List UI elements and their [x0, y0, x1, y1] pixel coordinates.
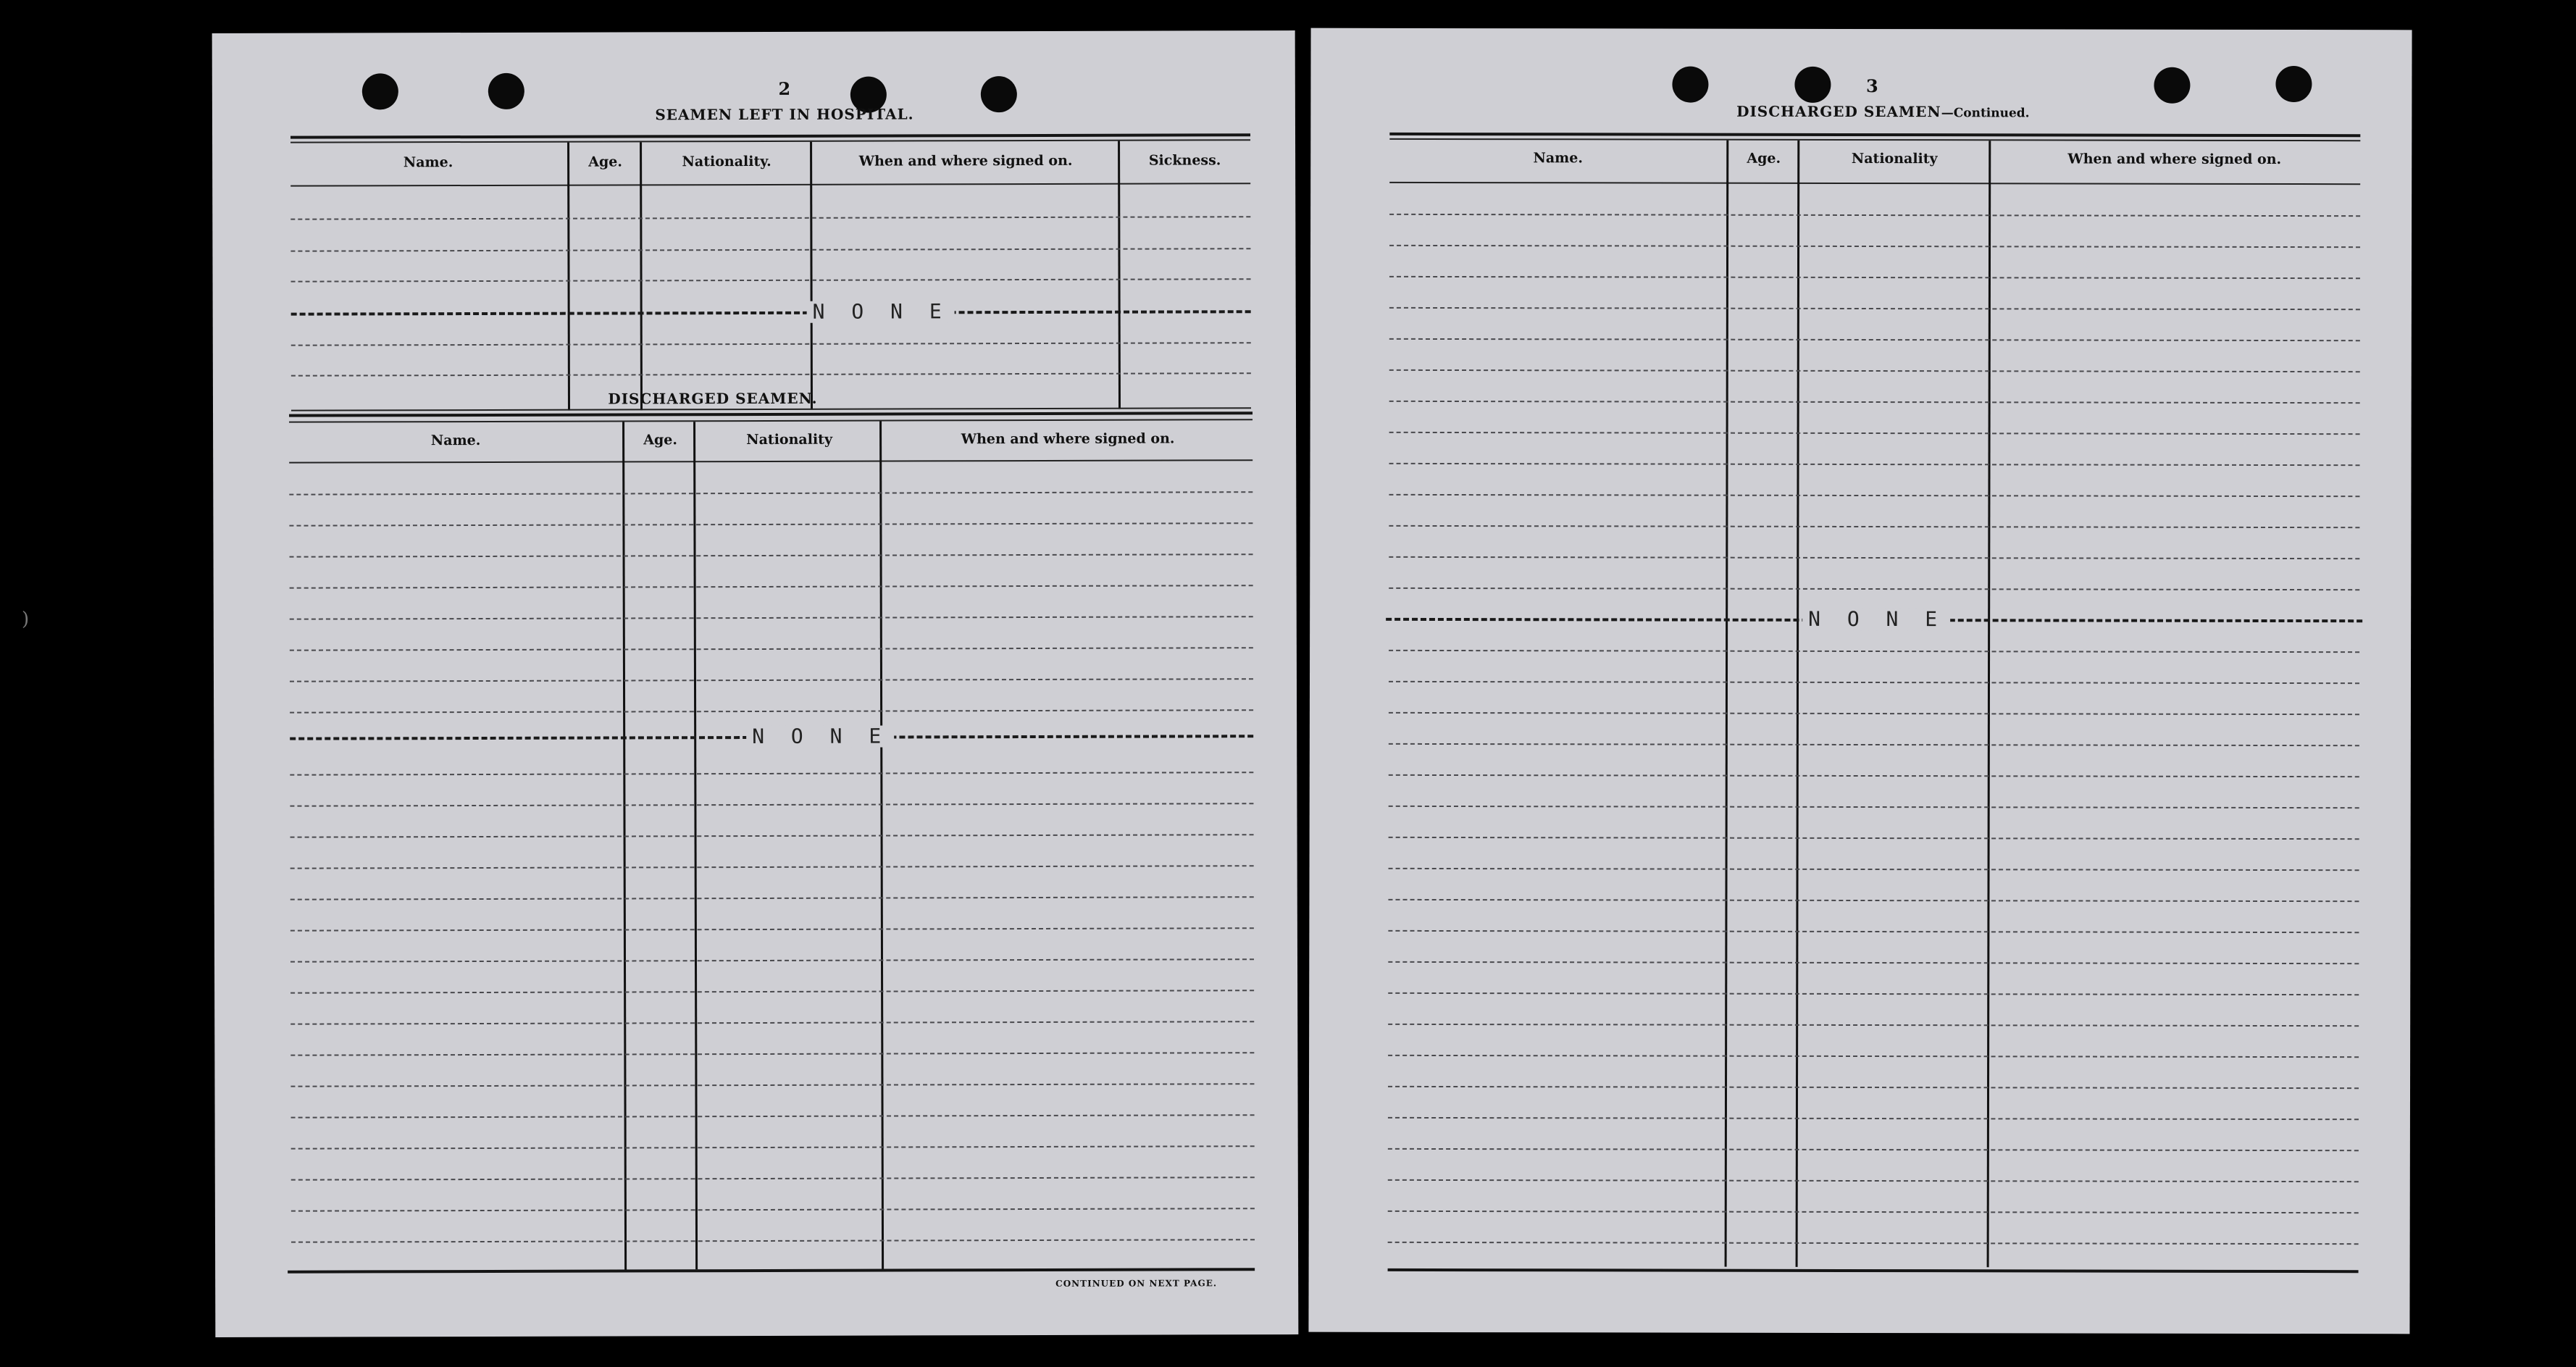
page-number: 3 — [1866, 75, 1878, 97]
continued-note: CONTINUED ON NEXT PAGE. — [1055, 1278, 1218, 1289]
col-signed-on: When and where signed on. — [2067, 151, 2282, 168]
entry-line — [1389, 494, 2359, 497]
discharged-col-name: Name. — [430, 432, 481, 449]
entry-line — [1389, 712, 2359, 715]
col-age: Age. — [1747, 150, 1781, 167]
discharged-col-age: Age. — [643, 432, 678, 448]
discharged-header-rule — [289, 459, 1253, 463]
table-bottom-rule — [1388, 1268, 2359, 1273]
entry-line — [1388, 1179, 2359, 1182]
column-divider — [1725, 141, 1729, 1267]
entry-line — [1389, 276, 2360, 279]
entry-line — [1388, 899, 2359, 902]
entry-line — [1389, 837, 2359, 840]
entry-line — [1388, 930, 2359, 933]
entry-line — [290, 647, 1253, 651]
edge-mark: ) — [22, 609, 30, 630]
column-divider — [879, 422, 884, 1269]
entry-line — [1389, 774, 2359, 777]
column-divider — [567, 143, 570, 411]
discharged-col-nationality: Nationality — [746, 431, 833, 448]
hospital-table-top-rule — [290, 133, 1250, 138]
entry-line — [289, 491, 1253, 495]
entry-line — [290, 585, 1253, 588]
page-number: 2 — [778, 78, 791, 99]
entry-line — [1389, 806, 2359, 808]
discharged-continued-title: DISCHARGED SEAMEN—Continued. — [1736, 102, 2030, 121]
right-page — [1308, 28, 2412, 1334]
header-rule — [1389, 182, 2360, 185]
punch-hole — [2154, 67, 2190, 104]
col-nationality: Nationality — [1851, 150, 1938, 167]
entry-line — [1388, 961, 2359, 964]
entry-line — [1388, 1148, 2359, 1151]
entry-line — [291, 342, 1251, 346]
column-divider — [622, 422, 627, 1269]
entry-line — [290, 678, 1253, 682]
punch-hole — [1672, 67, 1708, 103]
entry-line — [1389, 525, 2359, 528]
entry-line — [1389, 245, 2360, 248]
entry-line — [290, 896, 1254, 900]
entry-line — [1389, 432, 2360, 435]
entry-line — [290, 1083, 1254, 1087]
entry-line — [290, 248, 1250, 251]
entry-line — [291, 372, 1251, 376]
column-divider — [693, 422, 698, 1269]
hospital-section-title: SEAMEN LEFT IN HOSPITAL. — [655, 105, 914, 124]
entry-line — [1389, 650, 2359, 653]
entry-line — [1389, 463, 2360, 466]
entry-line — [289, 522, 1253, 526]
entry-line — [290, 216, 1250, 220]
entry-line — [1389, 369, 2360, 372]
entry-line — [1389, 588, 2359, 590]
entry-line — [291, 1145, 1255, 1149]
entry-line — [291, 1114, 1255, 1118]
entry-line — [290, 990, 1254, 993]
entry-line — [291, 1176, 1255, 1180]
entry-line — [290, 1021, 1254, 1024]
punch-hole — [362, 73, 398, 109]
discharged-none-entry: N O N E — [290, 724, 1253, 748]
entry-line — [290, 709, 1253, 713]
entry-lines — [1311, 28, 2412, 30]
entry-line — [290, 958, 1254, 962]
discharged-col-signed-on: When and where signed on. — [961, 430, 1175, 448]
entry-line — [1389, 868, 2359, 871]
entry-line — [291, 1208, 1255, 1211]
entry-line — [291, 1239, 1255, 1242]
entry-line — [290, 803, 1253, 806]
entry-line — [1389, 401, 2360, 404]
entry-line — [290, 1052, 1254, 1055]
hospital-col-nationality: Nationality. — [682, 153, 771, 170]
entry-line — [1389, 556, 2359, 559]
entry-line — [1388, 1211, 2359, 1213]
discharged-section-title: DISCHARGED SEAMEN. — [608, 389, 818, 408]
entry-line — [290, 865, 1254, 869]
hospital-none-entry: N O N E — [291, 300, 1251, 324]
punch-hole — [2275, 66, 2312, 102]
entry-line — [1389, 743, 2359, 746]
entry-line — [1388, 1024, 2359, 1027]
entry-line — [290, 927, 1254, 931]
entry-line — [290, 553, 1253, 557]
hospital-col-signed-on: When and where signed on. — [858, 152, 1073, 170]
hospital-header-rule — [290, 183, 1250, 186]
column-divider — [1796, 141, 1800, 1267]
column-divider — [640, 142, 643, 410]
column-divider — [1118, 141, 1121, 409]
discharged-entry-lines — [212, 30, 1295, 33]
entry-line — [1388, 1086, 2359, 1089]
entry-line — [1389, 214, 2360, 217]
hospital-col-name: Name. — [403, 154, 453, 171]
entry-line — [290, 772, 1253, 775]
left-page — [212, 30, 1299, 1337]
table-top-rule — [1389, 133, 2360, 137]
entry-line — [1388, 992, 2359, 995]
entry-line — [1389, 338, 2360, 341]
entry-line — [1388, 1117, 2359, 1120]
punch-hole — [1794, 67, 1831, 103]
hospital-col-age: Age. — [588, 154, 623, 170]
entry-line — [291, 278, 1251, 282]
entry-line — [1388, 1242, 2359, 1245]
column-divider — [810, 142, 813, 410]
entry-line — [1389, 307, 2360, 310]
discharged-table-top-rule — [289, 411, 1253, 417]
hospital-col-sickness: Sickness. — [1148, 152, 1221, 169]
entry-line — [1388, 1055, 2359, 1058]
discharged-table-bottom-rule — [288, 1268, 1255, 1273]
punch-hole — [488, 73, 524, 109]
entry-line — [1389, 681, 2359, 684]
entry-line — [290, 834, 1254, 837]
none-entry: N O N E — [1386, 608, 2362, 631]
col-name: Name. — [1533, 150, 1584, 167]
entry-line — [290, 616, 1253, 619]
column-divider — [1987, 141, 1991, 1267]
